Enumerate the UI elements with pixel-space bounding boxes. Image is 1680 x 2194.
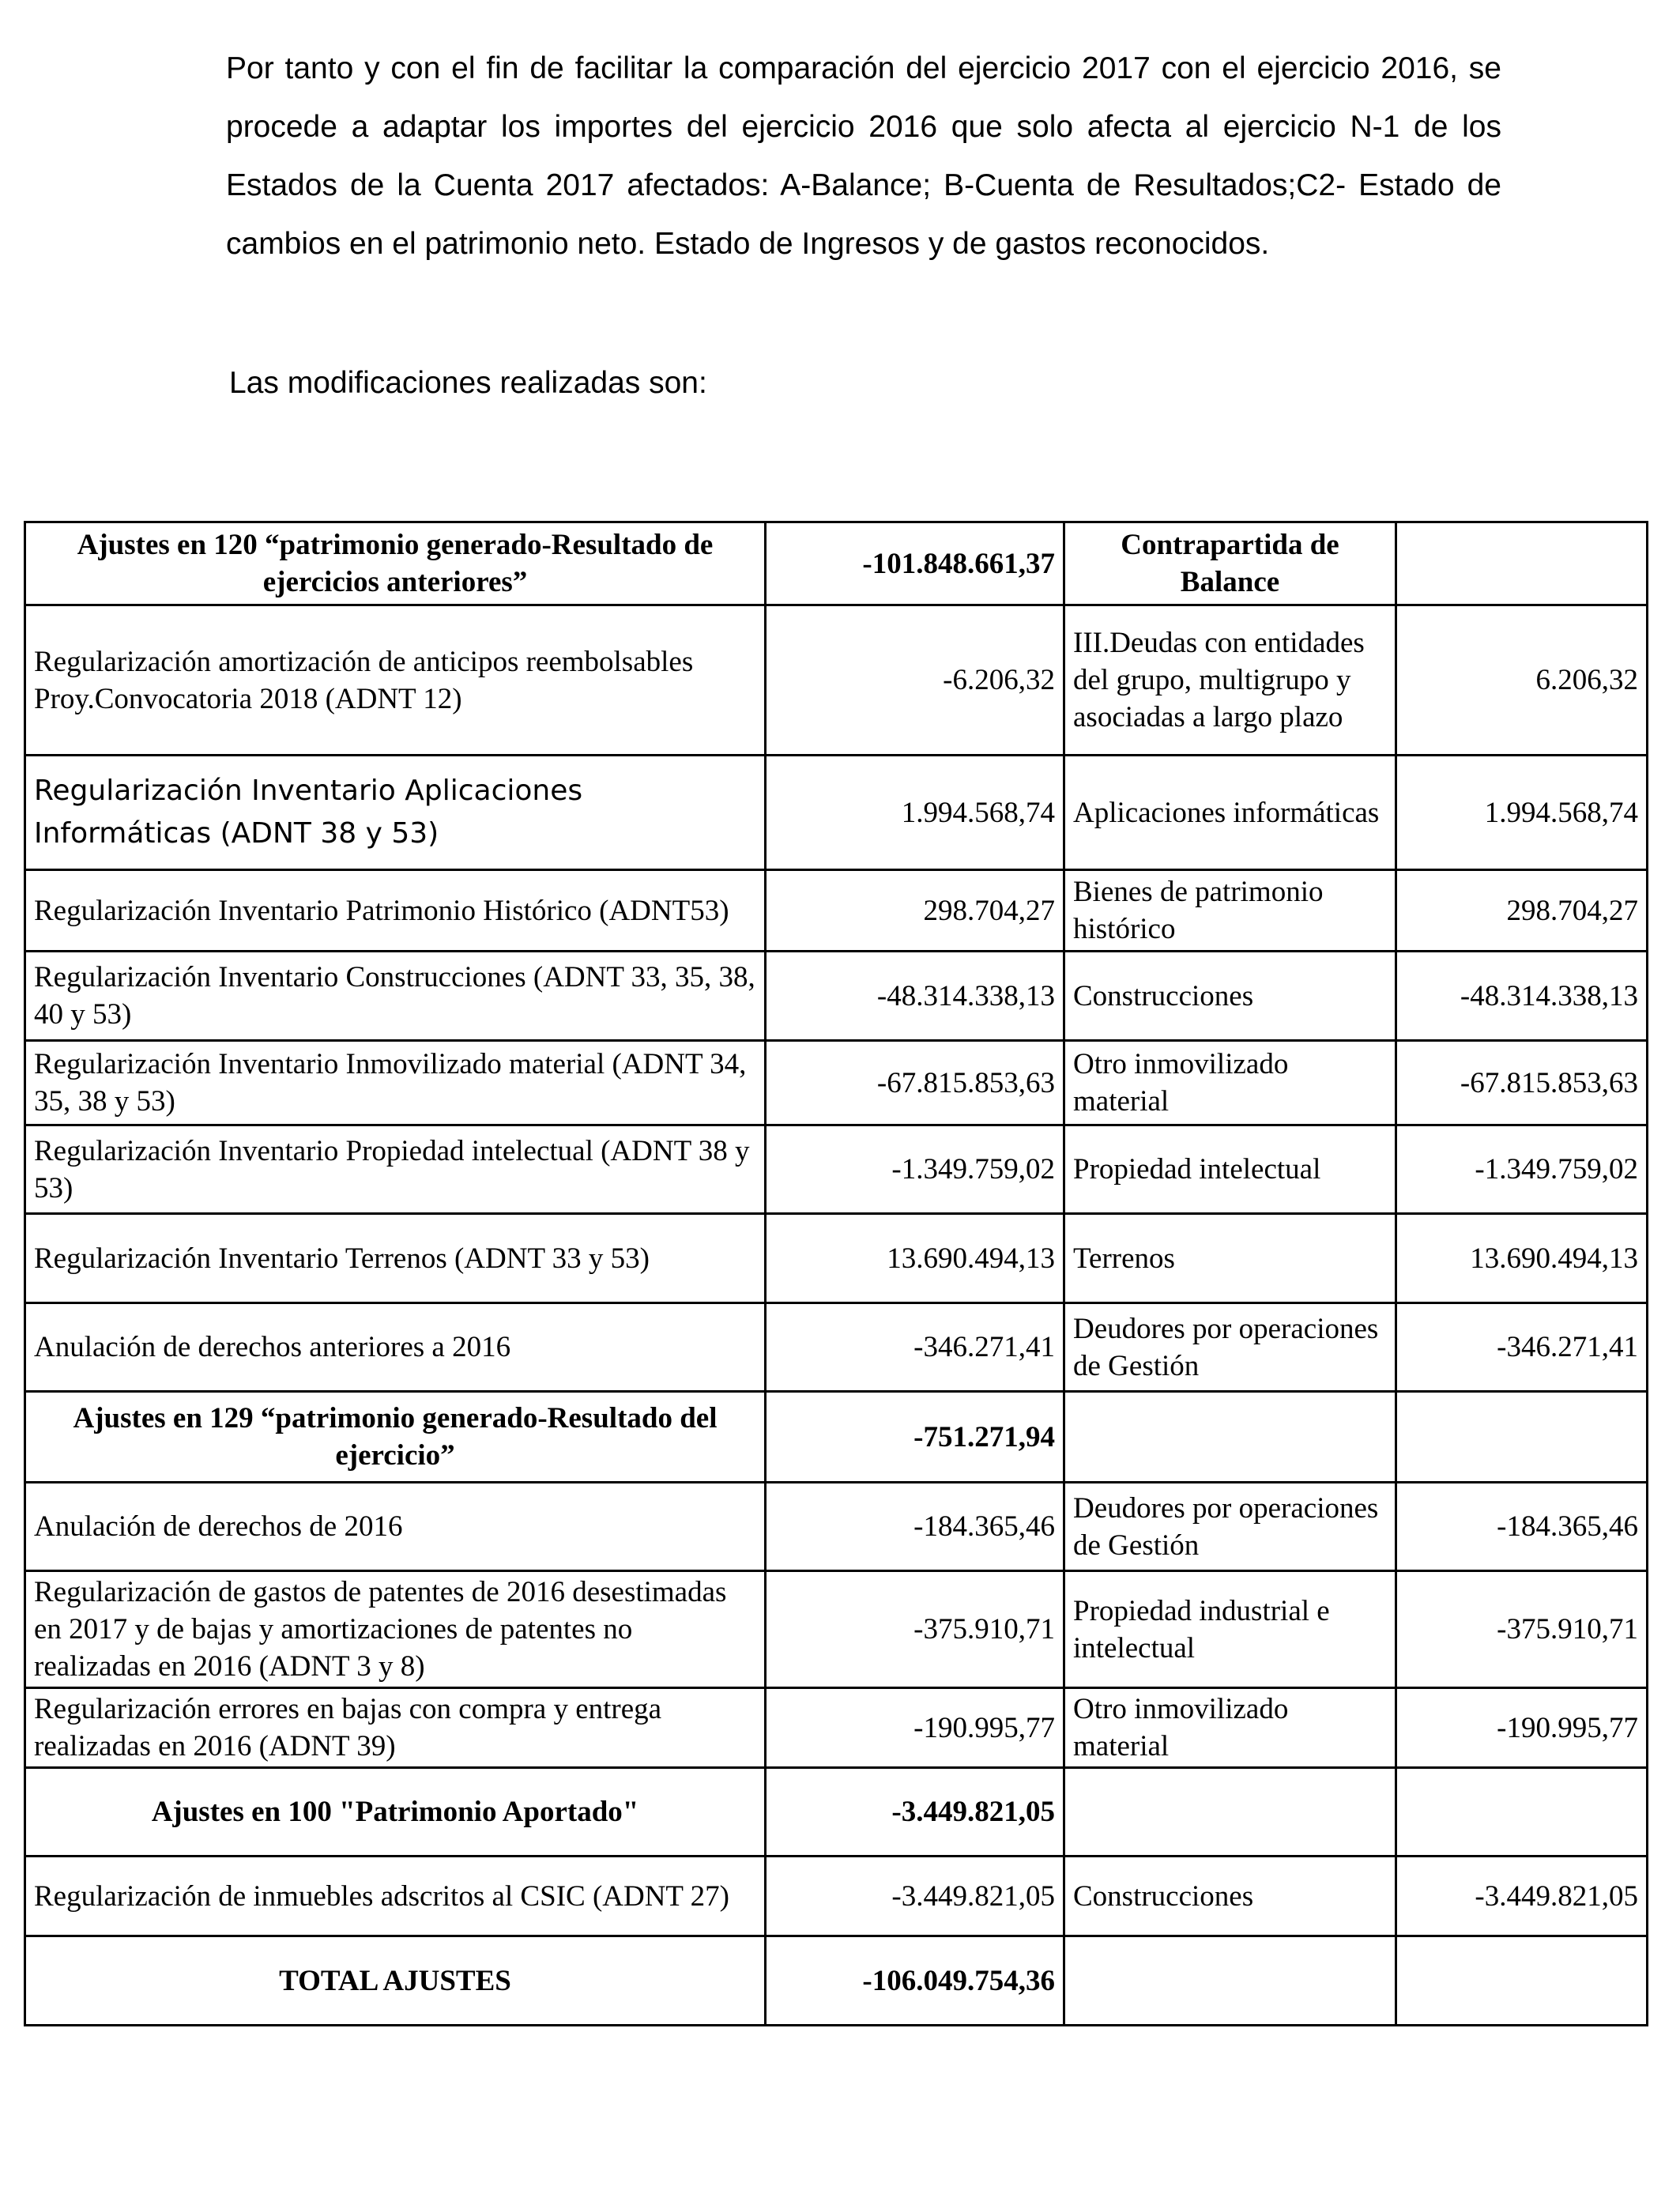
row-amount: -3.449.821,05 (766, 1857, 1064, 1936)
row-description: Regularización errores en bajas con compra y entrega realizadas en 2016 (ADNT 39) (25, 1688, 766, 1768)
row-counterpart: Propiedad industrial e intelectual (1064, 1571, 1396, 1688)
table-row (25, 1688, 1648, 1768)
intro-paragraph: Por tanto y con el fin de facilitar la comparación del ejercicio 2017 con el ejercicio 2016, se procede a adaptar los importes del ejercicio 2016 que solo afecta al ejercicio N-1 de los Estados de la Cuenta 2017 afectados: A-Balance; B-Cuenta de Resultados;C2- Estado de cambios en el patrimonio neto. Estado de Ingresos y de gastos reconocidos. (226, 51, 1501, 261)
column-header-empty (1396, 522, 1648, 605)
row-amount: -6.206,32 (766, 605, 1064, 756)
table-row (25, 1483, 1648, 1571)
row-amount: -375.910,71 (766, 1571, 1064, 1688)
row-counterpart-amount: -67.815.853,63 (1396, 1041, 1648, 1125)
row-amount: 1.994.568,74 (766, 756, 1064, 870)
table-row (25, 756, 1648, 870)
section-amount-100: -3.449.821,05 (766, 1768, 1064, 1857)
row-counterpart: Otro inmovilizado material (1064, 1041, 1396, 1125)
adjustments-table (24, 521, 1648, 2026)
row-counterpart (1064, 1392, 1396, 1483)
row-counterpart-amount: -48.314.338,13 (1396, 952, 1648, 1041)
table-row (25, 952, 1648, 1041)
table-row-header-100 (25, 1768, 1648, 1857)
intro-lead: Las modificaciones realizadas son: (229, 366, 707, 400)
row-description: Regularización Inventario Inmovilizado material (ADNT 34, 35, 38 y 53) (25, 1041, 766, 1125)
row-counterpart: Construcciones (1064, 1857, 1396, 1936)
table-row (25, 605, 1648, 756)
row-description: Regularización Inventario Patrimonio Histórico (ADNT53) (25, 870, 766, 952)
section-title-120: Ajustes en 120 “patrimonio generado-Resultado de ejercicios anteriores” (25, 522, 766, 605)
row-counterpart-amount: -1.349.759,02 (1396, 1125, 1648, 1214)
row-counterpart (1064, 1936, 1396, 2026)
section-amount-129: -751.271,94 (766, 1392, 1064, 1483)
row-counterpart: Terrenos (1064, 1214, 1396, 1303)
row-counterpart (1064, 1768, 1396, 1857)
total-amount: -106.049.754,36 (766, 1936, 1064, 2026)
row-description: Regularización Inventario Propiedad intelectual (ADNT 38 y 53) (25, 1125, 766, 1214)
row-counterpart-amount: -375.910,71 (1396, 1571, 1648, 1688)
row-counterpart: Bienes de patrimonio histórico (1064, 870, 1396, 952)
row-description: Anulación de derechos de 2016 (25, 1483, 766, 1571)
row-description: Regularización de inmuebles adscritos al CSIC (ADNT 27) (25, 1857, 766, 1936)
table-row (25, 1125, 1648, 1214)
row-counterpart: Propiedad intelectual (1064, 1125, 1396, 1214)
row-amount: -67.815.853,63 (766, 1041, 1064, 1125)
row-description: Anulación de derechos anteriores a 2016 (25, 1303, 766, 1392)
table-row (25, 870, 1648, 952)
column-header-counterpart: Contrapartida de Balance (1064, 522, 1396, 605)
section-title-129: Ajustes en 129 “patrimonio generado-Resultado del ejercicio” (25, 1392, 766, 1483)
row-counterpart-amount (1396, 1936, 1648, 2026)
table-row (25, 1571, 1648, 1688)
row-amount: -346.271,41 (766, 1303, 1064, 1392)
table-row (25, 1041, 1648, 1125)
row-counterpart-amount: 6.206,32 (1396, 605, 1648, 756)
row-amount: 298.704,27 (766, 870, 1064, 952)
row-description: Regularización Inventario Aplicaciones Informáticas (ADNT 38 y 53) (25, 756, 766, 870)
row-counterpart-amount: -3.449.821,05 (1396, 1857, 1648, 1936)
total-label: TOTAL AJUSTES (25, 1936, 766, 2026)
table-row-header-129 (25, 1392, 1648, 1483)
row-counterpart-amount: -346.271,41 (1396, 1303, 1648, 1392)
row-counterpart-amount: 298.704,27 (1396, 870, 1648, 952)
table-row (25, 1214, 1648, 1303)
row-counterpart-amount: 13.690.494,13 (1396, 1214, 1648, 1303)
row-description: Regularización amortización de anticipos reembolsables Proy.Convocatoria 2018 (ADNT 12) (25, 605, 766, 756)
section-title-100: Ajustes en 100 "Patrimonio Aportado" (25, 1768, 766, 1857)
row-counterpart-amount: 1.994.568,74 (1396, 756, 1648, 870)
row-amount: -1.349.759,02 (766, 1125, 1064, 1214)
row-amount: -48.314.338,13 (766, 952, 1064, 1041)
table-row (25, 1857, 1648, 1936)
row-amount: 13.690.494,13 (766, 1214, 1064, 1303)
table-row-total (25, 1936, 1648, 2026)
row-amount: -190.995,77 (766, 1688, 1064, 1768)
row-counterpart: Construcciones (1064, 952, 1396, 1041)
section-amount-120: -101.848.661,37 (766, 522, 1064, 605)
row-counterpart: III.Deudas con entidades del grupo, multigrupo y asociadas a largo plazo (1064, 605, 1396, 756)
row-amount: -184.365,46 (766, 1483, 1064, 1571)
row-description: Regularización de gastos de patentes de 2016 desestimadas en 2017 y de bajas y amortizaciones de patentes no realizadas en 2016 (ADNT 3 y 8) (25, 1571, 766, 1688)
table-row-header-120 (25, 522, 1648, 605)
row-description: Regularización Inventario Construcciones (ADNT 33, 35, 38, 40 y 53) (25, 952, 766, 1041)
row-description: Regularización Inventario Terrenos (ADNT 33 y 53) (25, 1214, 766, 1303)
row-counterpart: Deudores por operaciones de Gestión (1064, 1303, 1396, 1392)
row-counterpart: Deudores por operaciones de Gestión (1064, 1483, 1396, 1571)
row-counterpart-amount: -190.995,77 (1396, 1688, 1648, 1768)
row-counterpart-amount (1396, 1768, 1648, 1857)
table-row (25, 1303, 1648, 1392)
row-counterpart-amount (1396, 1392, 1648, 1483)
row-counterpart-amount: -184.365,46 (1396, 1483, 1648, 1571)
row-counterpart: Aplicaciones informáticas (1064, 756, 1396, 870)
row-counterpart: Otro inmovilizado material (1064, 1688, 1396, 1768)
